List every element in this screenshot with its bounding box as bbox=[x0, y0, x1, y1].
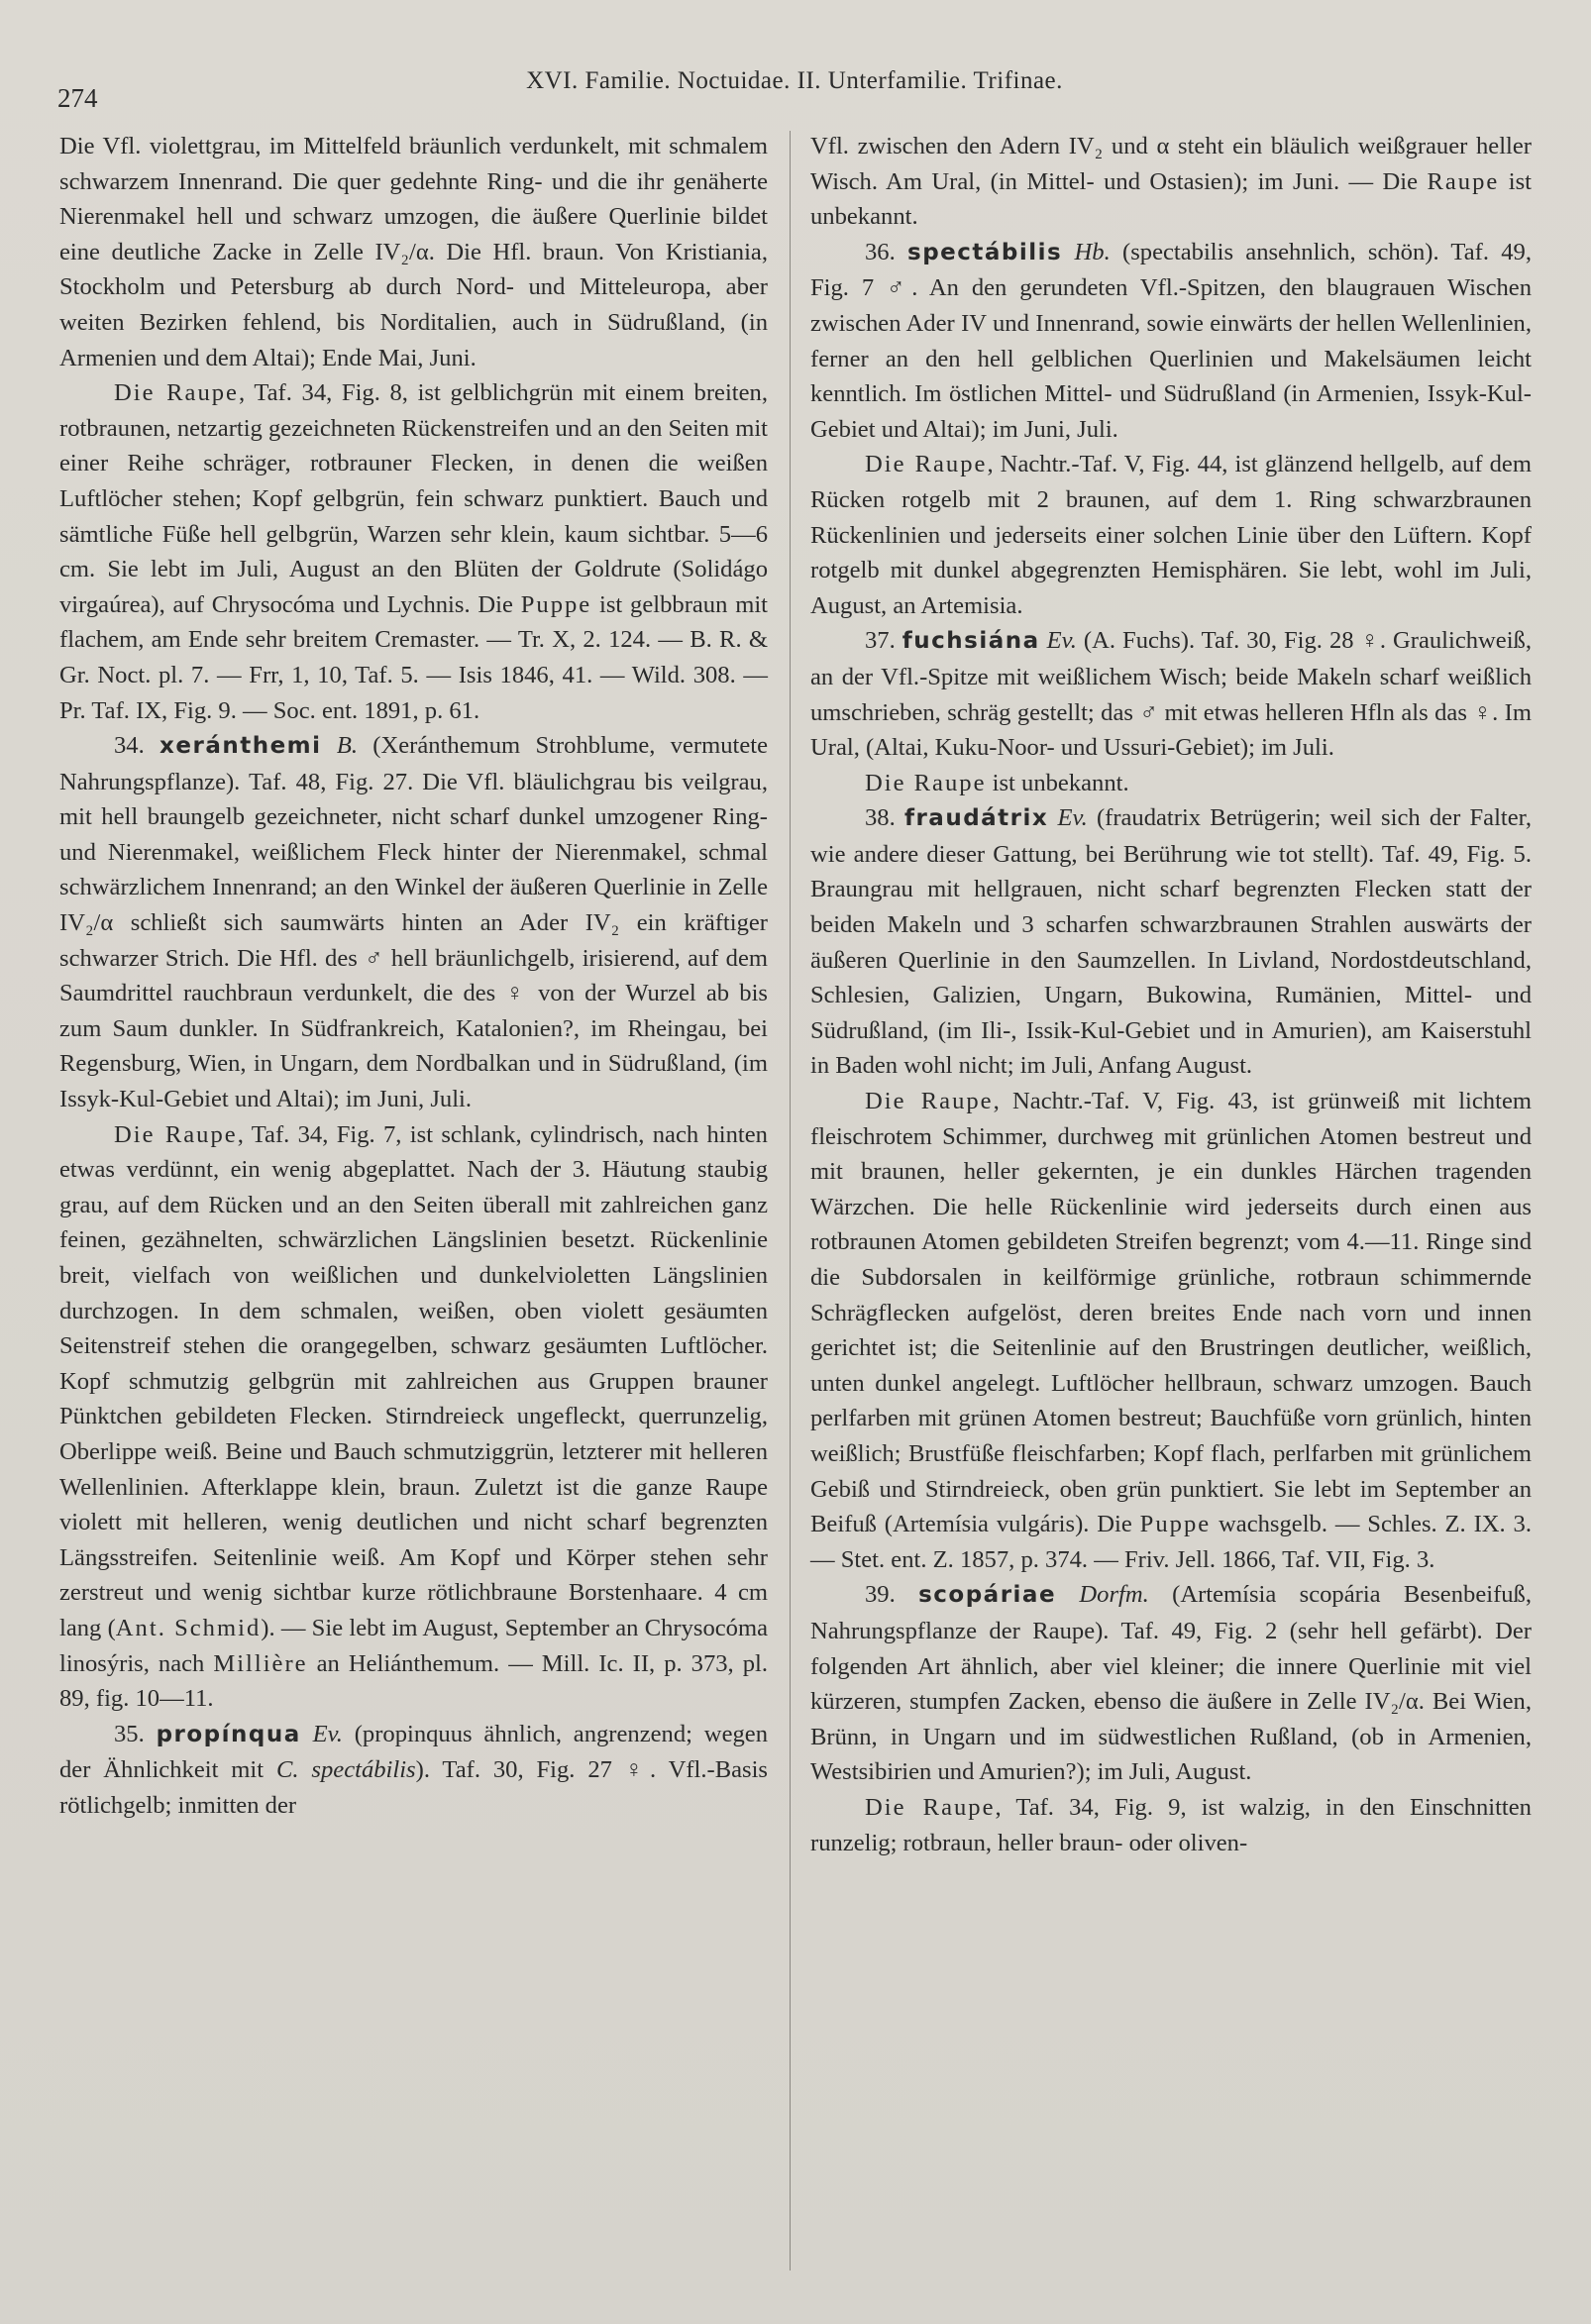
text-span: Die Raupe bbox=[114, 1120, 238, 1148]
text-span bbox=[1062, 239, 1074, 265]
text-span: wachsgelb. — Schles. Z. IX. 3. — Stet. ent. Z. 1857, p. 374. — Friv. Jell. 1866, Taf. VII, Fig. 3. bbox=[810, 1511, 1532, 1573]
text-span: Raupe bbox=[1427, 167, 1500, 195]
species-name: xeránthemi bbox=[159, 733, 322, 760]
paragraph bbox=[810, 800, 1532, 1084]
species-name: spectábilis bbox=[907, 239, 1063, 265]
author-name: Ev. bbox=[1057, 804, 1088, 832]
author-name: Dorfm. bbox=[1079, 1581, 1149, 1609]
paragraph bbox=[59, 129, 768, 375]
text-span: Die Raupe bbox=[865, 1793, 996, 1821]
text-span bbox=[301, 1721, 313, 1747]
text-span: ist unbekannt. bbox=[986, 769, 1129, 796]
page-number: 274 bbox=[57, 83, 98, 113]
text-span: Puppe bbox=[1139, 1511, 1212, 1538]
paragraph bbox=[810, 1084, 1532, 1577]
text-span: Ant. Schmid bbox=[115, 1614, 262, 1641]
running-header bbox=[57, 67, 1532, 113]
species-name: fraudátrix bbox=[903, 805, 1049, 832]
column-divider bbox=[790, 131, 791, 2271]
text-span: , Nachtr.-Taf. V, Fig. 43, ist grünweiß mit lichtem fleischrotem Schimmer, durchweg mit grünlichen Atomen bestreut und mit braunen, heller gekernten, je ein dunkles Härchen tragenden Wärzchen. Die helle Rückenlinie wird jederseits durch einen aus rotbraunen Atomen gebildeten Streifen begrenzt; vom 4.—11. Ringe sind die Subdorsalen in keilförmige grünliche, rotbraun schimmernde Schrägflecken aufgelöst, deren breites Ende nach vorn und innen gerichtet ist; die Seitenlinie auf den Brustringen deutlicher, weißlich, unten dunkel angelegt. Luftlöcher hellbraun, schwarz umzogen. Bauch perlfarben mit grünen Atomen bestreut; Bauchfüße vorn grünlich, hinten weißlich; Brustfüße fleischfarben; Kopf flach, perlfarben mit grünlichem Gebiß und Stirndreieck, oben grün punktiert. Sie lebt im September an Beifuß (Artemísia vulgáris). Die bbox=[810, 1088, 1532, 1538]
author-name: Ev. bbox=[312, 1720, 343, 1747]
text-span: 37. bbox=[865, 627, 902, 655]
text-span: ist gelbbraun mit flachem, am Ende sehr breitem Cremaster. — Tr. X, 2. 124. — B. R. & Gr. Noct. pl. 7. — Frr, 1, 10, Taf. 5. — Isis 1846, 41. — Wild. 308. — Pr. Taf. IX, Fig. 9. — Soc. ent. 1891, p. 61. bbox=[59, 590, 768, 724]
text-span: (fraudatrix Betrügerin; weil sich der Falter, wie andere dieser Gattung, bei Berührung wie tot stellt). Taf. 49, Fig. 5. Braungrau mit hellgrauen, nicht scharf begrenzten Flecken statt der beiden Makeln und 3 scharfen schwarzbraunen Strahlen auswärts der äußeren Querlinie in den Saumzellen. In Livland, Nordostdeutschland, Schlesien, Galizien, Ungarn, Bukowina, Rumänien, Mittel- und Südrußland, (im Ili-, Issik-Kul-Gebiet und in Amurien), am Kaiserstuhl in Baden wohl nicht; im Juli, Anfang August. bbox=[810, 804, 1533, 1080]
text-span: ). Taf. 30, Fig. 27 ♀. Vfl.-Basis rötlichgelb; inmitten der bbox=[59, 1756, 768, 1819]
right-column bbox=[810, 129, 1532, 2298]
paragraph bbox=[59, 375, 768, 728]
text-span: , Taf. 34, Fig. 7, ist schlank, cylindrisch, nach hinten etwas verdünnt, ein wenig abgeplattet. Nach der 3. Häutung staubig grau, auf dem Rücken und an den Seiten überall mit zahlreichen ganz feinen, gezähnelten, schwärzlichen Längslinien besetzt. Rückenlinie breit, vielfach von weißlichen und dunkelvioletten Längslinien durchzogen. In dem schmalen, weißen, oben violett gesäumten Seitenstreif stehen die orangegelben, schwarz gesäumten Luftlöcher. Kopf schmutzig gelbgrün mit zahlreichen aus Gruppen brauner Pünktchen gebildeten Flecken. Stirndreieck ungefleckt, querrunzelig, Oberlippe weiß. Beine und Bauch schmutziggrün, letzterer mit helleren Wellenlinien. Afterklappe klein, braun. Zuletzt ist die ganze Raupe violett mit helleren, wenig deutlichen und nicht scharf begrenzten Längsstreifen. Seitenlinie weiß. Am Kopf und Körper stehen sehr zerstreut und wenig sichtbar kurze rötlichbraune Borstenhaare. 4 cm lang ( bbox=[59, 1120, 768, 1641]
paragraph bbox=[59, 728, 768, 1117]
species-name: propínqua bbox=[156, 1721, 301, 1747]
paragraph bbox=[59, 1717, 768, 1824]
text-span: , Taf. 34, Fig. 8, ist gelblichgrün mit einem breiten, rotbraunen, netzartig gezeichneten Rückenstreifen und an den Seiten mit einer Reihe schräger, rotbrauner Flecken, in denen die weißen Luftlöcher stehen; Kopf gelbgrün, fein schwarz punktiert. Bauch und sämtliche Füße hell gelbgrün, Warzen sehr klein, kaum sichtbar. 5—6 cm. Sie lebt im Juli, August an den Blüten der Goldrute (Solidágo virgaúrea), auf Chrysocóma und Lychnis. Die bbox=[59, 379, 768, 618]
text-span: (Xeránthemum Strohblume, vermutete Nahrungspflanze). Taf. 48, Fig. 27. Die Vfl. bläulichgrau bis veilgrau, mit hell braungelb gezeichneter, nicht scharf dunkel umzogener Ring- und Nierenmakel, weißlichem Fleck hinter der Nierenmakel, schmal schwärzlichem Innenrand; an den Winkel der äußeren Querlinie in Zelle IV₂/α schließt sich saumwärts hinten an Ader IV₂ ein kräftiger schwarzer Strich. Die Hfl. des ♂ hell bräunlichgelb, irisierend, auf dem Saumdrittel rauchbraun verdunkelt, die des ♀ von der Wurzel ab bis zum Saum dunkler. In Südfrankreich, Katalonien?, im Rheingau, bei Regensburg, Wien, in Ungarn, dem Nordbalkan und in Südrußland, (im Issyk-Kul-Gebiet und Altai); im Juni, Juli. bbox=[59, 732, 769, 1113]
paragraph bbox=[810, 623, 1532, 765]
text-span: 38. bbox=[865, 804, 904, 832]
text-span: ist unbekannt. bbox=[810, 167, 1532, 231]
paragraph bbox=[59, 1117, 768, 1717]
text-span bbox=[1056, 1581, 1079, 1608]
paragraph bbox=[810, 129, 1532, 235]
text-span: 39. bbox=[865, 1581, 919, 1609]
species-name: fuchsiána bbox=[902, 628, 1040, 655]
species-name: scopáriae bbox=[918, 1582, 1057, 1609]
author-name: Ev. bbox=[1046, 627, 1077, 655]
author-name: C. spectábilis bbox=[275, 1756, 416, 1784]
text-span: 34. bbox=[114, 732, 160, 760]
left-column bbox=[59, 129, 768, 2298]
paragraph bbox=[810, 1790, 1532, 1860]
text-span: , Nachtr.-Taf. V, Fig. 44, ist glänzend hellgelb, auf dem Rücken rotgelb mit 2 braunen, auf dem 1. Ring schwarzbraunen Rückenlinien und jederseits einer solchen Linie über den Lüftern. Kopf rotgelb mit dunkel abgegrenzten Hemisphären. Sie lebt, wohl im Juli, August, an Artemisia. bbox=[810, 451, 1532, 619]
author-name: B. bbox=[336, 732, 359, 760]
text-span: (A. Fuchs). Taf. 30, Fig. 28 ♀. Graulichweiß, an der Vfl.-Spitze mit weißlichem Wisch; beide Makeln scharf weißlich umschrieben, schräg gestellt; das ♂ mit etwas helleren Hfln als das ♀. Im Ural, (Altai, Kuku-Noor- und Ussuri-Gebiet); im Juli. bbox=[810, 627, 1532, 762]
text-span bbox=[1040, 627, 1047, 654]
text-span: , Taf. 34, Fig. 9, ist walzig, in den Einschnitten runzelig; rotbraun, heller braun- oder oliven- bbox=[810, 1793, 1532, 1856]
text-span: 35. bbox=[114, 1720, 157, 1747]
text-span: Die Raupe bbox=[865, 769, 987, 796]
running-title: XVI. Familie. Noctuidae. II. Unterfamilie. Trifinae. bbox=[526, 67, 1063, 94]
text-span: Die Raupe bbox=[865, 1088, 994, 1115]
text-span: Die Raupe bbox=[865, 451, 988, 478]
text-span bbox=[322, 732, 337, 759]
text-span: Die Raupe bbox=[114, 379, 239, 407]
text-span: (Artemísia scopária Besenbeifuß, Nahrungspflanze der Raupe). Taf. 49, Fig. 2 (sehr hell gefärbt). Der folgenden Art ähnlich, aber viel kleiner; die innere Querlinie mit viel kürzeren, stumpfen Zacken, ebenso die äußere in Zelle IV₂/α. Bei Wien, Brünn, in Ungarn und im südwestlichen Rußland, (ob in Armenien, Westsibirien und Amurien?); im Juli, August. bbox=[810, 1581, 1532, 1786]
text-span: (propinquus ähnlich, angrenzend; wegen der Ähnlichkeit mit bbox=[59, 1720, 768, 1784]
text-span: an Heliánthemum. — Mill. Ic. II, p. 373, pl. 89, fig. 10—11. bbox=[59, 1649, 769, 1713]
text-span: Vfl. zwischen den Adern IV₂ und α steht ein bläulich weißgrauer heller Wisch. Am Ural, (in Mittel- und Ostasien); im Juni. — Die bbox=[810, 133, 1532, 195]
text-span: 36. bbox=[865, 238, 908, 265]
text-span: (spectabilis ansehnlich, schön). Taf. 49, Fig. 7 ♂. An den gerundeten Vfl.-Spitzen, den blaugrauen Wischen zwischen Ader IV und Innenrand, sowie einwärts der hellen Wellenlinien, ferner an den hell gelblichen Querlinien und Makelsäumen leicht kenntlich. Im östlichen Mittel- und Südrußland (in Armenien, Issyk-Kul-Gebiet und Altai); im Juni, Juli. bbox=[810, 238, 1532, 443]
paragraph bbox=[810, 766, 1532, 801]
paragraph bbox=[810, 447, 1532, 623]
author-name: Hb. bbox=[1074, 238, 1111, 265]
text-span: Die Vfl. violettgrau, im Mittelfeld bräunlich verdunkelt, mit schmalem schwarzem Innenrand. Die quer gedehnte Ring- und die ihr genäherte Nierenmakel hell und schwarz umzogen, die äußere Querlinie bildet eine deutliche Zacke in Zelle IV₂/α. Die Hfl. braun. Von Kristiania, Stockholm und Petersburg ab durch Nord- und Mitteleuropa, aber weiten Bezirken fehlend, bis Norditalien, auch in Südrußland, (in Armenien und dem Altai); Ende Mai, Juni. bbox=[59, 133, 768, 371]
text-span: Millière bbox=[213, 1649, 308, 1677]
text-span: ). — Sie lebt im August, September an Chrysocóma linosýris, nach bbox=[59, 1614, 769, 1677]
text-span: Puppe bbox=[520, 590, 592, 618]
paragraph bbox=[810, 1577, 1532, 1790]
paragraph bbox=[810, 235, 1532, 448]
